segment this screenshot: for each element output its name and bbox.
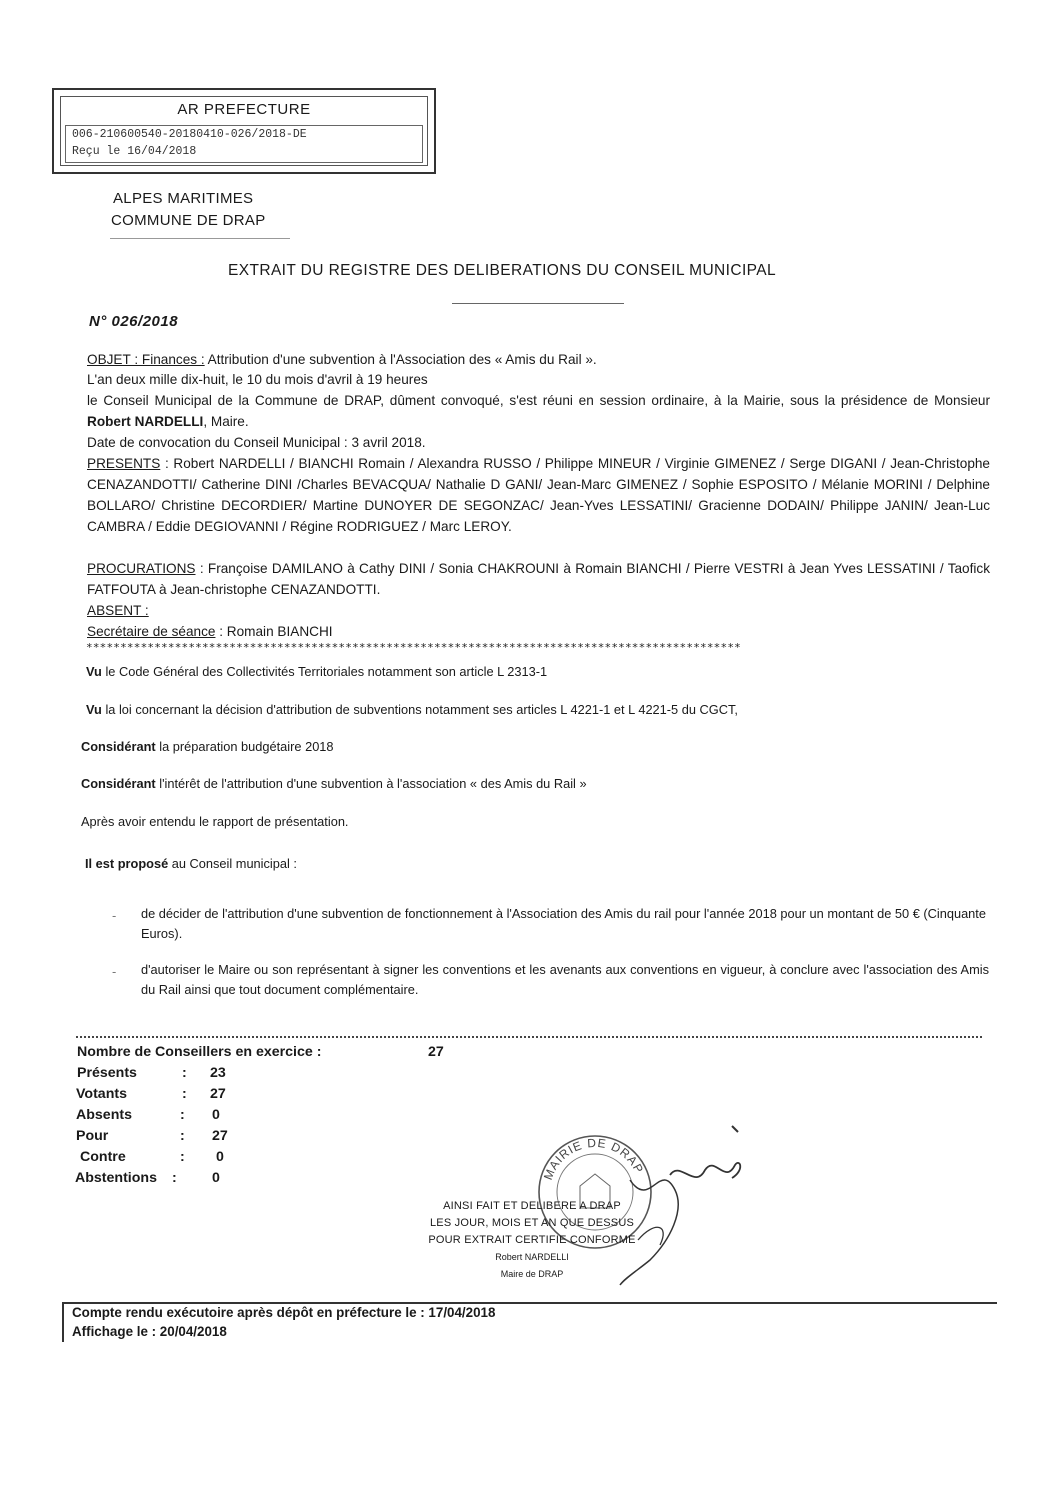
stat-pour-label: Pour — [76, 1128, 109, 1144]
department-name: ALPES MARITIMES — [113, 190, 254, 207]
title-rule — [452, 303, 624, 304]
separator-stars: ************************************************************************************************ — [86, 641, 741, 654]
session-paragraph — [87, 390, 990, 432]
bullet-2-text: d'autoriser le Maire ou son représentant à signer les conventions et les avenants aux conventions en vigueur, à conclure avec l'association des Amis du Rail ainsi que tout document complémentaire. — [141, 962, 989, 997]
secretaire-line — [87, 621, 333, 642]
objet-label: OBJET : Finances : — [87, 352, 205, 367]
secretaire-label: Secrétaire de séance — [87, 624, 216, 639]
stat-absents-sep: : — [180, 1107, 185, 1123]
stat-contre-sep: : — [180, 1149, 185, 1165]
bullet-1-text: de décider de l'attribution d'une subvention de fonctionnement à l'Association des Amis du rail pour l'année 2018 pour un montant de 50 € (Cinquante Euros). — [141, 906, 986, 941]
secretaire-name: : Romain BIANCHI — [215, 624, 333, 639]
stats-dotted-separator — [76, 1036, 982, 1038]
proposal-text: au Conseil municipal : — [168, 856, 297, 871]
considerant-1-bold: Vu — [86, 664, 102, 679]
document-title: EXTRAIT DU REGISTRE DES DELIBERATIONS DU CONSEIL MUNICIPAL — [228, 262, 776, 279]
stat-votants-label: Votants — [76, 1086, 127, 1102]
procurations-label: PROCURATIONS — [87, 561, 196, 576]
considerant-2-bold: Vu — [86, 702, 102, 717]
presents-list: : Robert NARDELLI / BIANCHI Romain / Alexandra RUSSO / Philippe MINEUR / Virginie GIMENEZ / Serge DIGANI / Jean-Christophe CENAZANDOTTI/ Catherine DINI /Charles BEVACQUA/ Nathalie D GANI/ Jean-Marc GIMENEZ / Sophie ESPOSITO / Mélanie MORINI / Delphine BOLLARO/ Christine DECORDIER/ Martine DUNOYER DE SEGONZAC/ Jean-Yves LESSATINI/ Gracienne DODAIN/ Philippe JANIN/ Jean-Luc CAMBRA / Eddie DEGIOVANNI / Régine RODRIGUEZ / Marc LEROY. — [87, 456, 990, 534]
header-underline — [110, 238, 290, 239]
affichage-line: Affichage le : 20/04/2018 — [72, 1324, 227, 1339]
proposal-line — [85, 856, 297, 871]
stat-presents-label: Présents — [77, 1065, 137, 1081]
considerant-2-text: la loi concernant la décision d'attribution de subventions notamment ses articles L 4221-1 et L 4221-5 du CGCT, — [101, 702, 738, 717]
stamp-reference-line: 006-210600540-20180410-026/2018-DE — [72, 128, 307, 141]
considerant-3 — [81, 739, 334, 754]
commune-name: COMMUNE DE DRAP — [111, 212, 266, 229]
considerant-5-text: Après avoir entendu le rapport de présentation. — [81, 814, 349, 829]
considerant-1-text: le Code Général des Collectivités Territoriales notamment son article L 2313-1 — [101, 664, 548, 679]
proposal-bold: Il est proposé — [85, 856, 169, 871]
session-president: Robert NARDELLI — [87, 414, 204, 429]
presents-label: PRESENTS — [87, 456, 161, 471]
stat-presents-sep: : — [182, 1065, 187, 1081]
exercice-label: Nombre de Conseillers en exercice : — [77, 1044, 322, 1060]
absent-label: ABSENT : — [87, 603, 149, 618]
signature-line-1: AINSI FAIT ET DELIBERE A DRAP — [443, 1200, 621, 1212]
stat-absents-label: Absents — [76, 1107, 132, 1123]
stat-abstentions-sep: : — [172, 1170, 177, 1186]
stamp-reference-box — [65, 125, 423, 163]
objet-line — [87, 349, 987, 370]
bullet-1-dash: - — [112, 908, 117, 923]
prefecture-stamp — [52, 88, 436, 174]
compte-rendu-line: Compte rendu exécutoire après dépôt en préfecture le : 17/04/2018 — [72, 1305, 496, 1320]
signatory-name: Robert NARDELLI — [495, 1252, 569, 1262]
stat-presents-value: 23 — [210, 1065, 226, 1081]
stat-abstentions-label: Abstentions — [75, 1170, 157, 1186]
considerant-1 — [86, 664, 547, 679]
considerant-5 — [81, 814, 349, 829]
objet-text: Attribution d'une subvention à l'Association des « Amis du Rail ». — [204, 352, 597, 367]
bullet-2-dash: - — [112, 964, 117, 979]
signatory-role: Maire de DRAP — [500, 1269, 564, 1279]
considerant-4 — [81, 776, 587, 791]
svg-text:MAIRIE DE DRAP: MAIRIE DE DRAP — [540, 1135, 647, 1182]
session-intro: le Conseil Municipal de la Commune de DRAP, dûment convoqué, s'est réuni en session ordinaire, à la Mairie, sous la présidence de Monsieur — [87, 393, 990, 408]
stat-abstentions-value: 0 — [212, 1170, 220, 1186]
considerant-3-text: la préparation budgétaire 2018 — [155, 739, 334, 754]
signature-line-2: LES JOUR, MOIS ET AN QUE DESSUS — [429, 1217, 635, 1229]
exercice-value: 27 — [428, 1044, 444, 1060]
stat-votants-value: 27 — [210, 1086, 226, 1102]
stamp-title: AR PREFECTURE — [177, 101, 311, 118]
stat-pour-sep: : — [180, 1128, 185, 1144]
procurations-paragraph — [87, 558, 990, 600]
session-suffix: , Maire. — [203, 414, 249, 429]
deliberation-number: N° 026/2018 — [89, 313, 179, 330]
stat-absents-value: 0 — [212, 1107, 220, 1123]
stat-votants-sep: : — [182, 1086, 187, 1102]
convocation-line: Date de convocation du Conseil Municipal : 3 avril 2018. — [87, 435, 426, 450]
stamp-inner-frame — [60, 96, 428, 166]
stat-contre-value: 0 — [216, 1149, 224, 1165]
stat-contre-label: Contre — [80, 1149, 126, 1165]
session-date-line: L'an deux mille dix-huit, le 10 du mois d'avril à 19 heures — [87, 372, 428, 387]
considerant-3-bold: Considérant — [81, 739, 156, 754]
stat-pour-value: 27 — [212, 1128, 228, 1144]
stamp-received-line: Reçu le 16/04/2018 — [72, 145, 197, 158]
presents-paragraph — [87, 453, 990, 537]
procurations-list: : Françoise DAMILANO à Cathy DINI / Sonia CHAKROUNI à Romain BIANCHI / Pierre VESTRI à Jean Yves LESSATINI / Taofick FATFOUTA à Jean-christophe CENAZANDOTTI. — [87, 561, 990, 597]
considerant-4-bold: Considérant — [81, 776, 156, 791]
signature-line-3: POUR EXTRAIT CERTIFIE CONFORME — [428, 1234, 636, 1246]
considerant-2 — [86, 702, 738, 717]
considerant-4-text: l'intérêt de l'attribution d'une subvention à l'association « des Amis du Rail » — [155, 776, 587, 791]
